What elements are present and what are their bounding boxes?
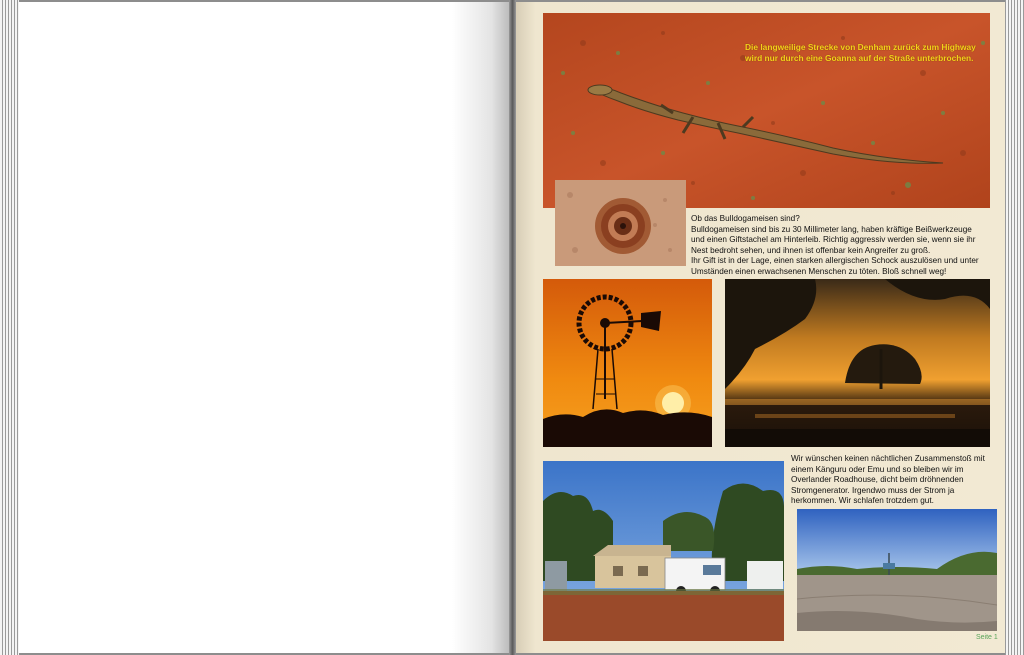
photo-road[interactable] bbox=[797, 509, 997, 631]
ant-nest-caption bbox=[691, 214, 979, 278]
book-gutter bbox=[509, 0, 516, 655]
photo-windmill-sunset[interactable] bbox=[543, 279, 712, 447]
road-image bbox=[797, 509, 997, 631]
ant-nest-image bbox=[555, 180, 686, 266]
roadhouse-caption-line: Overlander Roadhouse, dicht beim dröhnenden bbox=[791, 475, 964, 485]
roadhouse-caption-line: Wir wünschen keinen nächtlichen Zusammenstoß mit bbox=[791, 454, 985, 463]
photo-ant-nest[interactable] bbox=[555, 180, 686, 266]
ant-nest-caption-line: Umständen einen erwachsenen Menschen zu töten. Bloß schnell weg! bbox=[691, 266, 947, 276]
ant-nest-caption-line: Ob das Bulldogameisen sind? bbox=[691, 214, 800, 223]
left-page-edges bbox=[0, 0, 19, 655]
ant-nest-caption-line: und einen Giftstachel am Hinterleib. Richtig aggressiv werden sie, wenn sie ihr bbox=[691, 235, 976, 245]
ant-nest-caption-line: Nest bedroht sehen, und ihnen ist offenbar kein Angreifer zu groß. bbox=[691, 245, 931, 255]
windmill-image bbox=[543, 279, 712, 447]
roadhouse-caption-line: herkommen. Wir schlafen trotzdem gut. bbox=[791, 496, 934, 506]
right-page-edges bbox=[1005, 0, 1024, 655]
goanna-caption-line: wird nur durch eine Goanna auf der Straße unterbrochen. bbox=[745, 53, 974, 63]
ant-nest-caption-line: Ihr Gift ist in der Lage, einen starken allergischen Schock auszulösen und unter bbox=[691, 256, 979, 266]
waterhole-image bbox=[725, 279, 990, 447]
page-number: Seite 1 bbox=[976, 634, 998, 641]
roadhouse-caption-line: einem Känguru oder Emu und so bleiben wir im bbox=[791, 464, 964, 474]
roadhouse-caption bbox=[791, 454, 985, 507]
roadhouse-caption-line: Stromgenerator. Irgendwo muss der Strom ja bbox=[791, 485, 955, 495]
goanna-caption-line: Die langweilige Strecke von Denham zurück zum Highway bbox=[745, 42, 976, 52]
ant-nest-caption-line: Bulldogameisen sind bis zu 30 Millimeter lang, haben kräftige Beißwerkzeuge bbox=[691, 224, 972, 234]
photo-roadhouse[interactable] bbox=[543, 461, 784, 641]
roadhouse-image bbox=[543, 461, 784, 641]
left-page-blank bbox=[19, 2, 511, 653]
photo-goanna[interactable] bbox=[543, 13, 990, 208]
goanna-caption bbox=[745, 42, 976, 64]
photo-waterhole-sunset[interactable] bbox=[725, 279, 990, 447]
